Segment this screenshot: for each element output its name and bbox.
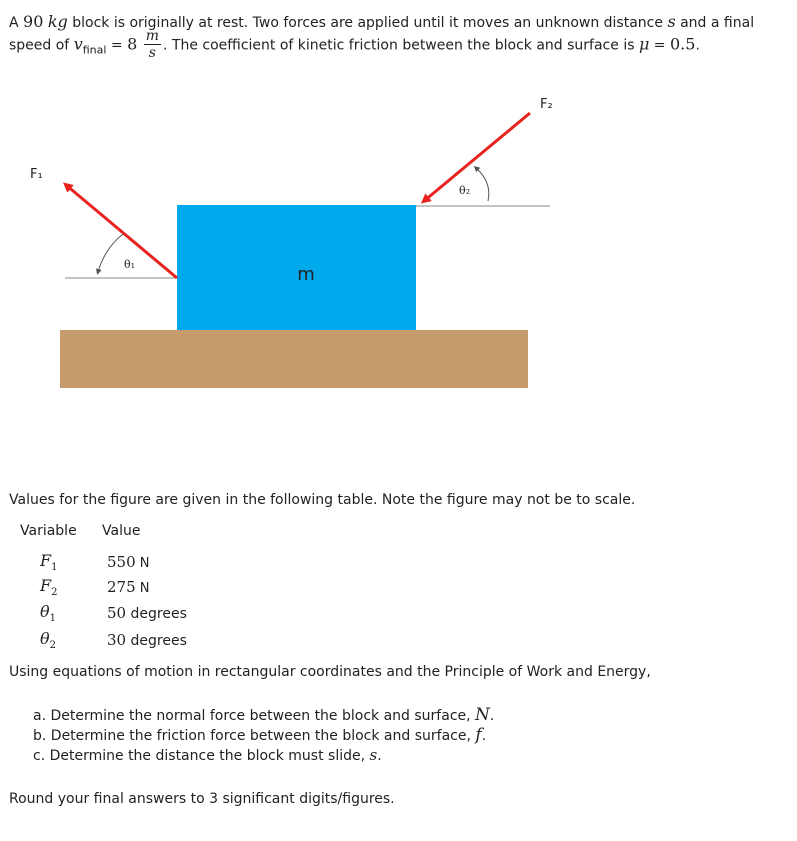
vfinal-symbol: v [73,34,83,54]
force-f2-arrow [424,113,530,201]
distance-symbol: s [667,12,676,31]
question-a: a. Determine the normal force between the block and surface, N. [33,705,495,725]
table-row: $\theta_2$ [40,629,57,651]
table-intro: Values for the figure are given in the following table. Note the figure may not be to scale. [9,492,636,508]
table-value: 550 N [107,553,150,571]
question-list [33,706,494,766]
table-header-variable: Variable [20,523,77,539]
table-value: 275 N [107,578,150,596]
vfinal-subscript: final [82,43,107,57]
table-row: $F_2$ [40,576,58,598]
speed-value: 8 [127,34,138,54]
table-row: $\theta_1$ [40,602,57,624]
mass-value: 90 [23,12,44,31]
mu-symbol: μ [638,34,650,54]
question-c: c. Determine the distance the block must slide, s. [33,746,382,764]
theta2-label: θ₂ [459,184,471,197]
method-text: Using equations of motion in rectangular coordinates and the Principle of Work and Energy, [9,664,651,680]
rounding-note: Round your final answers to 3 significant digits/figures. [9,791,395,807]
problem-line-1: A 90 kg block is originally at rest. Two forces are applied until it moves an unknown distance s and a final [9,12,755,31]
mass-unit: kg [47,12,68,31]
speed-unit-fraction: $\frac{m}{s}$ [145,28,160,61]
mass-label: m [297,264,315,285]
mu-value: 0.5 [670,34,696,54]
free-body-figure [0,88,797,388]
force-f2-label: F₂ [540,97,553,112]
table-value: 30 degrees [107,631,187,649]
problem-line-2: speed of $v_{final} = 8$ $\frac{m}{s}$ . The coefficient of kinetic friction between the block and surface is μ = 0.5. [9,28,700,61]
force-f1-arrow [66,185,177,278]
force-f1-label: F₁ [30,167,43,182]
table-header-value: Value [102,523,141,539]
question-b: b. Determine the friction force between the block and surface, f. [33,725,487,745]
theta2-arc [476,168,489,201]
table-row: $F_1$ [40,551,58,573]
theta1-arc [98,234,123,272]
theta1-label: θ₁ [124,258,136,271]
ground [60,330,528,388]
table-value: 50 degrees [107,604,187,622]
